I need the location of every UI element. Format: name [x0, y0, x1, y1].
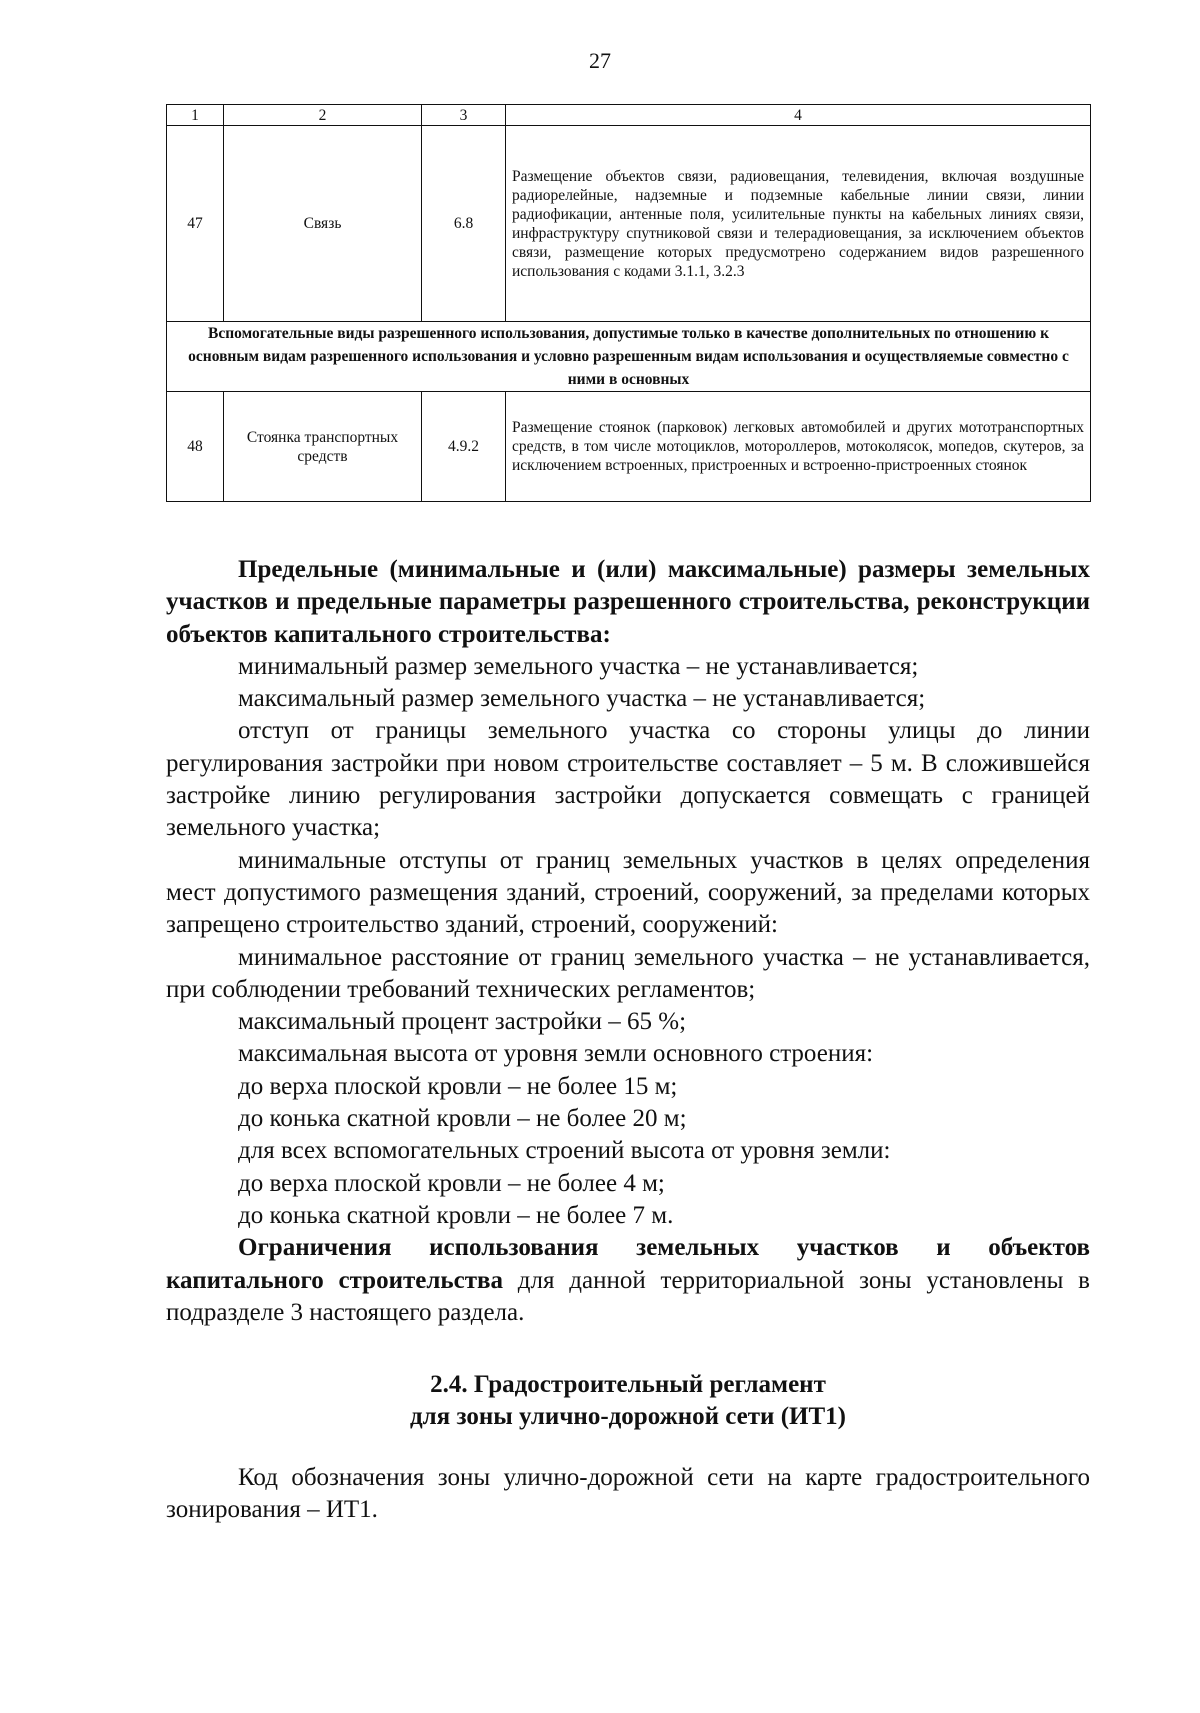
- table-row: [167, 126, 1091, 322]
- row-use-name: Стоянка транспортных средств: [224, 392, 422, 502]
- row-use-name: Связь: [224, 126, 422, 322]
- row-number: 47: [167, 126, 224, 322]
- limit-item: до конька скатной кровли – не более 7 м.: [238, 1201, 674, 1229]
- aux-uses-heading: Вспомогательные виды разрешенного использования, допустимые только в качестве дополнительных по отношению к основным видам разрешенного использования и условно разрешенным видам использования и осуществляемые совместно с ними в основных: [167, 322, 1091, 392]
- restrictions-bold-text: Ограничения использования земельных участков и объектов капитального строительства: [166, 1234, 1090, 1294]
- section-title-line1: 2.4. Градостроительный регламент: [430, 1371, 826, 1399]
- row-use-code: 6.8: [422, 126, 506, 322]
- limit-item: до верха плоской кровли – не более 4 м;: [238, 1169, 665, 1197]
- table-header-cell: 2: [224, 105, 422, 126]
- section-title: [166, 1369, 1090, 1434]
- zone-code-paragraph: Код обозначения зоны улично-дорожной сети на карте градостроительного зонирования – ИТ1.: [166, 1463, 1090, 1524]
- limit-item: максимальный процент застройки – 65 %;: [238, 1008, 687, 1036]
- table-header-cell: 4: [506, 105, 1091, 126]
- page-number: 27: [589, 48, 611, 73]
- limit-item: минимальные отступы от границ земельных участков в целях определения мест допустимого размещения зданий, строений, сооружений, за пределами которых запрещено строительство зданий, строений, сооружений:: [166, 846, 1090, 939]
- table-header-cell: 3: [422, 105, 506, 126]
- limit-item: для всех вспомогательных строений высота от уровня земли:: [238, 1137, 891, 1165]
- limits-heading: Предельные (минимальные и (или) максимальные) размеры земельных участков и предельные параметры разрешенного строительства, реконструкции объектов капитального строительства:: [166, 556, 1090, 648]
- table-row: [167, 392, 1091, 502]
- limit-item: отступ от границы земельного участка со стороны улицы до линии регулирования застройки при новом строительстве составляет – 5 м. В сложившейся застройке линию регулирования застройки допускается совмещать с границей земельного участка;: [166, 717, 1090, 842]
- row-use-description: Размещение стоянок (парковок) легковых автомобилей и других мототранспортных средств, в том числе мотоциклов, мотороллеров, мотоколясок, мопедов, скутеров, за исключением встроенных, пристроенных и встроенно-пристроенных стоянок: [506, 392, 1091, 502]
- restrictions-paragraph: [166, 1232, 1090, 1329]
- table-header-cell: 1: [167, 105, 224, 126]
- row-number: 48: [167, 392, 224, 502]
- row-use-description: Размещение объектов связи, радиовещания, телевидения, включая воздушные радиорелейные, надземные и подземные кабельные линии связи, линии радиофикации, антенные поля, усилительные пункты на кабельных линиях связи, инфраструктуру спутниковой связи и телерадиовещания, за исключением объектов связи, размещение которых предусмотрено содержанием видов разрешенного использования с кодами 3.1.1, 3.2.3: [506, 126, 1091, 322]
- limit-item: до конька скатной кровли – не более 20 м;: [238, 1105, 687, 1133]
- limit-item: минимальный размер земельного участка – не устанавливается;: [238, 652, 919, 680]
- land-use-table: [166, 104, 1091, 502]
- restrictions-text: для данной территориальной зоны установлены в подразделе 3 настоящего раздела.: [166, 1266, 1090, 1326]
- table-section-row: [167, 322, 1091, 392]
- limit-item: максимальный размер земельного участка – не устанавливается;: [238, 685, 926, 713]
- row-use-code: 4.9.2: [422, 392, 506, 502]
- limit-item: максимальная высота от уровня земли основного строения:: [238, 1040, 874, 1068]
- table-header-row: [167, 105, 1091, 126]
- section-title-line2: для зоны улично-дорожной сети (ИТ1): [410, 1403, 846, 1431]
- limit-item: до верха плоской кровли – не более 15 м;: [238, 1072, 678, 1100]
- regulation-text: [166, 554, 1090, 1526]
- limit-item: минимальное расстояние от границ земельного участка – не устанавливается, при соблюдении требований технических регламентов;: [166, 943, 1090, 1003]
